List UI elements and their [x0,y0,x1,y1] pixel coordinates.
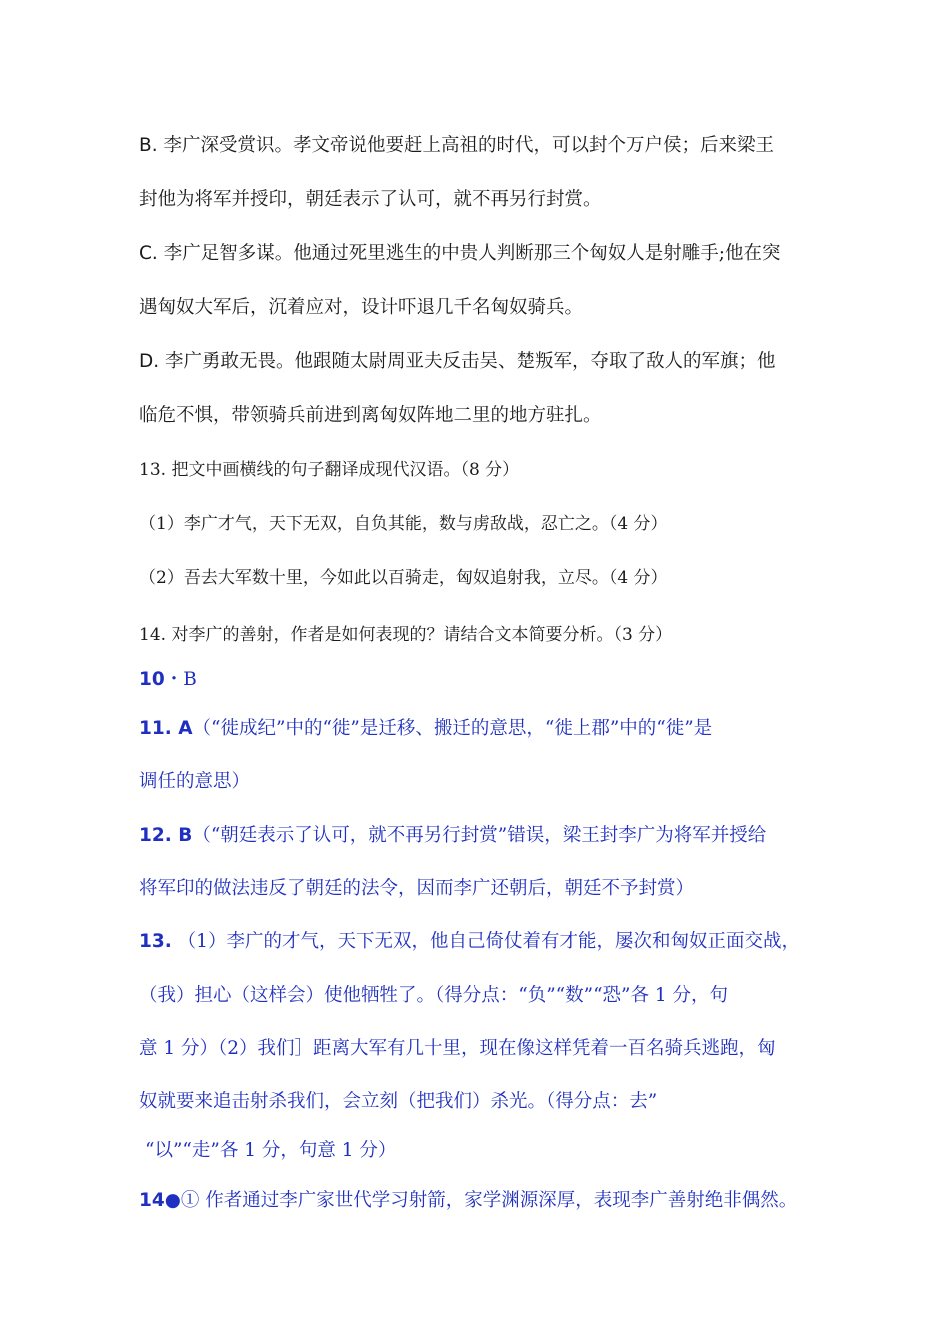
answer-11-line2: 调任的意思） [139,771,251,792]
answer-14-line1 [139,1188,797,1214]
option-c-line1 [139,241,780,267]
answer-10-text: ・B [164,669,197,690]
answer-13-text: （1）李广的才气，天下无双，他自己倚仗着有才能，屡次和匈奴正面交战， [177,931,800,952]
answer-13-line4: 奴就要来追击射杀我们，会立刻（把我们）杀光。（得分点：去” [139,1091,658,1112]
answer-11-line1 [139,716,712,742]
option-d-line2: 临危不惧，带领骑兵前进到离匈奴阵地二里的地方驻扎。 [139,405,602,426]
answer-13-line5: “以”“走”各 1 分，句意 1 分） [145,1140,397,1161]
option-c-line2: 遇匈奴大军后，沉着应对，设计吓退几千名匈奴骑兵。 [139,297,584,318]
option-d-letter: D. [139,351,160,372]
answer-12-text: （“朝廷表示了认可，就不再另行封赏”错误，梁王封李广为将军并授给 [192,825,767,846]
option-b-line1 [139,133,774,159]
answer-12-line2: 将军印的做法违反了朝廷的法令，因而李广还朝后，朝廷不予封赏） [139,878,695,899]
option-b-text: 李广深受赏识。孝文帝说他要赶上高祖的时代，可以封个万户侯；后来梁王 [163,135,774,156]
answer-13-line3: 意 1 分）（2）我们］距离大军有几十里，现在像这样凭着一百名骑兵逃跑，匈 [139,1038,776,1059]
question-13: 13. 把文中画横线的句子翻译成现代汉语。（8 分） [139,460,520,480]
question-13-part2: （2）吾去大军数十里，今如此以百骑走，匈奴追射我，立尽。（4 分） [139,568,668,588]
answer-11-number: 11. A [139,718,193,739]
option-c-letter: C. [139,243,158,264]
option-b-letter: B. [139,135,158,156]
answer-10 [139,667,197,693]
option-d-line1 [139,349,776,375]
question-13-part1: （1）李广才气，天下无双，自负其能，数与虏敌战，忍亡之。（4 分） [139,514,668,534]
answer-11-text: （“徙成纪”中的“徙”是迁移、搬迁的意思，“徙上郡”中的“徙”是 [192,718,713,739]
answer-14-text: ① 作者通过李广家世代学习射箭，家学渊源深厚，表现李广善射绝非偶然。 [180,1190,798,1211]
answer-13-line1 [139,929,800,955]
answer-14-number: 14● [139,1190,181,1211]
option-d-text: 李广勇敢无畏。他跟随太尉周亚夫反击吴、楚叛军，夺取了敌人的军旗；他 [165,351,776,372]
option-b-line2: 封他为将军并授印，朝廷表示了认可，就不再另行封赏。 [139,189,602,210]
question-14: 14. 对李广的善射，作者是如何表现的？请结合文本简要分析。（3 分） [139,625,673,645]
answer-13-number: 13. [139,931,172,952]
answer-12-line1 [139,823,766,849]
answer-10-number: 10 [139,669,165,690]
answer-13-line2: （我）担心（这样会）使他牺牲了。（得分点：“负”“数”“恐”各 1 分，句 [139,985,729,1006]
option-c-text: 李广足智多谋。他通过死里逃生的中贵人判断那三个匈奴人是射雕手;他在突 [163,243,781,264]
answer-12-number: 12. B [139,825,193,846]
